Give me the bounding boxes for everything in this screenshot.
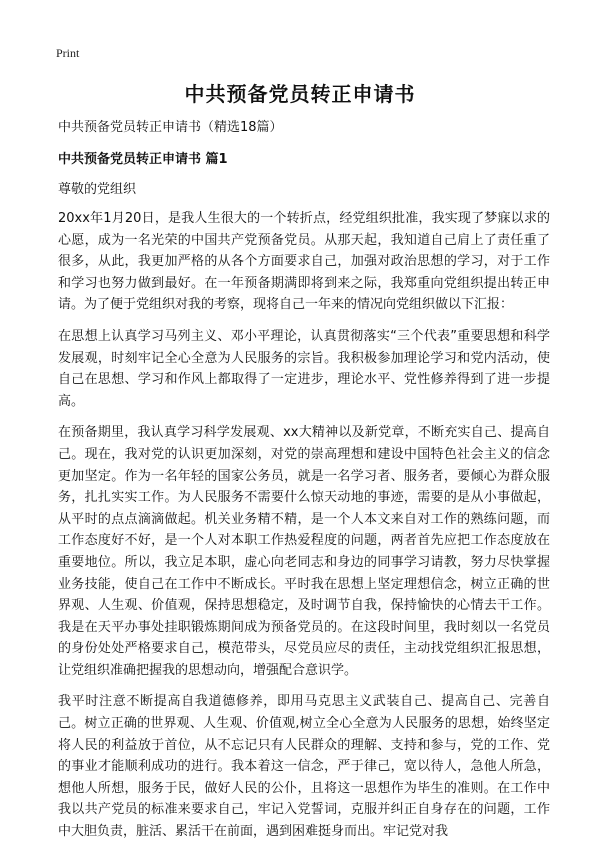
document-body [58,118,550,853]
document-subtitle: 中共预备党员转正申请书（精选18篇） [58,120,283,135]
section-heading: 中共预备党员转正申请书 篇1 [58,152,228,167]
document-title: 中共预备党员转正申请书 [184,82,416,106]
paragraph: 20xx年1月20日，是我人生很大的一个转折点，经党组织批准，我实现了梦寐以求的心愿，成为一名光荣的中国共产党预备党员。从那天起，我知道自己肩上了责任重了很多，从此，我更加严格的从各个方面要求自己，加强对政治思想的学习，对于工作和学习也努力做到最好。在一年预备期满即将到来之际，我郑重向党组织提出转正申请。为了便于党组织对我的考察，现将自己一年来的情况向党组织做以下汇报： [58,211,550,313]
paragraph: 我平时注意不断提高自我道德修养，即用马克思主义武装自己、提高自己、完善自己。树立正确的世界观、人生观、价值观,树立全心全意为人民服务的思想，始终坚定将人民的利益放于首位，从不忘记只有人民群众的理解、支持和参与，党的工作、党的事业才能顺利成功的进行。我本着这一信念，严于律己，宽以待人，急他人所急，想他人所想，服务于民，做好人民的公仆，且将这一思想作为毕生的准则。在工作中我以共产党员的标准来要求自己，牢记入党誓词，克服并纠正自身存在的问题，工作中大胆负责，脏活、累活干在前面，遇到困难挺身而出。牢记党对我 [58,694,550,840]
paragraph: 在预备期里，我认真学习科学发展观、xx大精神以及新党章，不断充实自己、提高自己。现在，我对党的认识更加深刻，对党的崇高理想和建设中国特色社会主义的信念更加坚定。作为一名年轻的国家公务员，就是一名学习者、服务者，要倾心为群众服务，扎扎实实工作。为人民服务不需要什么惊天动地的事迹，需要的是从小事做起，从平时的点点滴滴做起。机关业务精不精，是一个人本文来自对工作的熟练问题，而工作态度好不好，是一个人对本职工作热爱程度的问题，两者首先应把工作态度放在重要地位。所以，我立足本职，虚心向老同志和身边的同事学习请教，努力尽快掌握业务技能，使自己在工作中不断成长。平时我在思想上坚定理想信念，树立正确的世界观、人生观、价值观，保持思想稳定，及时调节自我，保持愉快的心情去干工作。我是在天平办事处挂职锻炼期间成为预备党员的。在这段时间里，我时刻以一名党员的身份处处严格要求自己，模范带头，尽党员应尽的责任，主动找党组织汇报思想，让党组织准确把握我的思想动向，增强配合意识学。 [58,425,550,678]
paragraph: 在思想上认真学习马列主义、邓小平理论，认真贯彻落实“三个代表”重要思想和科学发展观，时刻牢记全心全意为人民服务的宗旨。我积极参加理论学习和党内活动，使自己在思想、学习和作风上都取得了一定进步，理论水平、党性修养得到了进一步提高。 [58,328,550,409]
print-label: Print [56,46,80,60]
salutation: 尊敬的党组织 [58,182,137,197]
